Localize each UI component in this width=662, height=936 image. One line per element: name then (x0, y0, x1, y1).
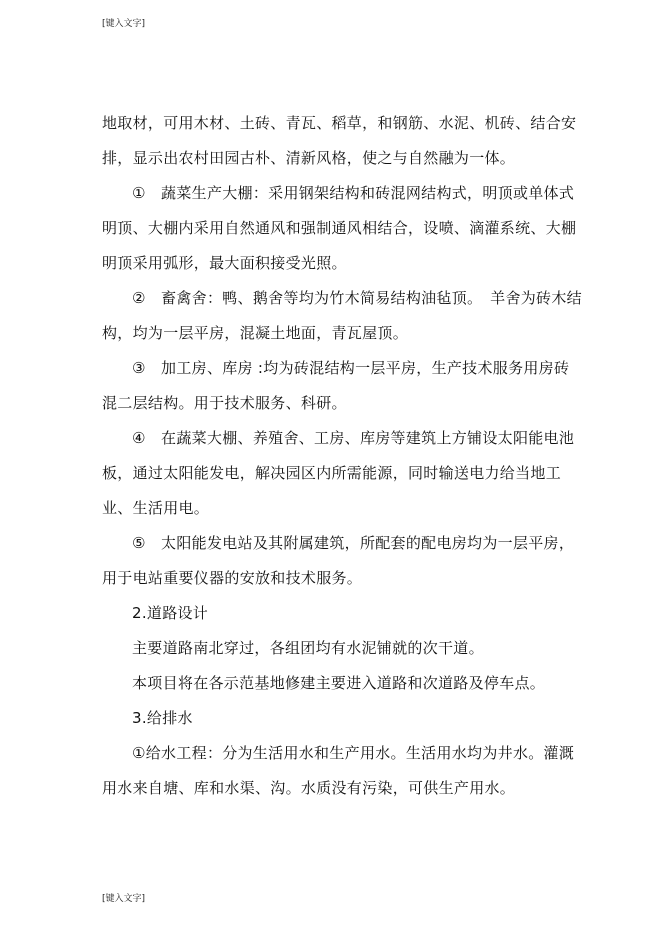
paragraph-main-roads: 主要道路南北穿过，各组团均有水泥铺就的次干道。 (132, 639, 484, 657)
paragraph-livestock-housing: ② 畜禽舍：鸭、鹅舍等均为竹木简易结构油毡顶。 羊舍为砖木结构，均为一层平房，混凝土地面，青瓦屋顶。 (102, 289, 582, 342)
paragraph-processing-warehouse: ③ 加工房、库房 :均为砖混结构一层平房，生产技术服务用房砖混二层结构。用于技术服务、科研。 (102, 359, 570, 412)
heading-road-design: 2.道路设计 (132, 604, 209, 622)
footer-placeholder: [键入文字] (102, 894, 146, 904)
header-placeholder: [键入文字] (102, 19, 146, 29)
paragraph-water-supply: ①给水工程：分为生活用水和生产用水。生活用水均为井水。灌溉用水来自塘、库和水渠、沟。水质没有污染，可供生产用水。 (102, 744, 575, 797)
document-body (102, 106, 582, 806)
paragraph-solar-panels: ④ 在蔬菜大棚、养殖舍、工房、库房等建筑上方铺设太阳能电池板，通过太阳能发电，解决园区内所需能源，同时输送电力给当地工业、生活用电。 (102, 429, 575, 517)
heading-water-supply-drainage: 3.给排水 (132, 709, 193, 727)
paragraph-materials: 地取材，可用木材、土砖、青瓦、稻草，和钢筋、水泥、机砖、结合安排，显示出农村田园古朴、清新风格，使之与自然融为一体。 (102, 114, 577, 167)
paragraph-road-construction: 本项目将在各示范基地修建主要进入道路和次道路及停车点。 (132, 674, 546, 692)
paragraph-vegetable-greenhouse: ① 蔬菜生产大棚：采用钢架结构和砖混网结构式，明顶或单体式明顶、大棚内采用自然通风和强制通风相结合，设喷、滴灌系统、大棚明顶采用弧形，最大面积接受光照。 (102, 184, 577, 272)
paragraph-solar-station: ⑤ 太阳能发电站及其附属建筑，所配套的配电房均为一层平房，用于电站重要仪器的安放和技术服务。 (102, 534, 575, 587)
